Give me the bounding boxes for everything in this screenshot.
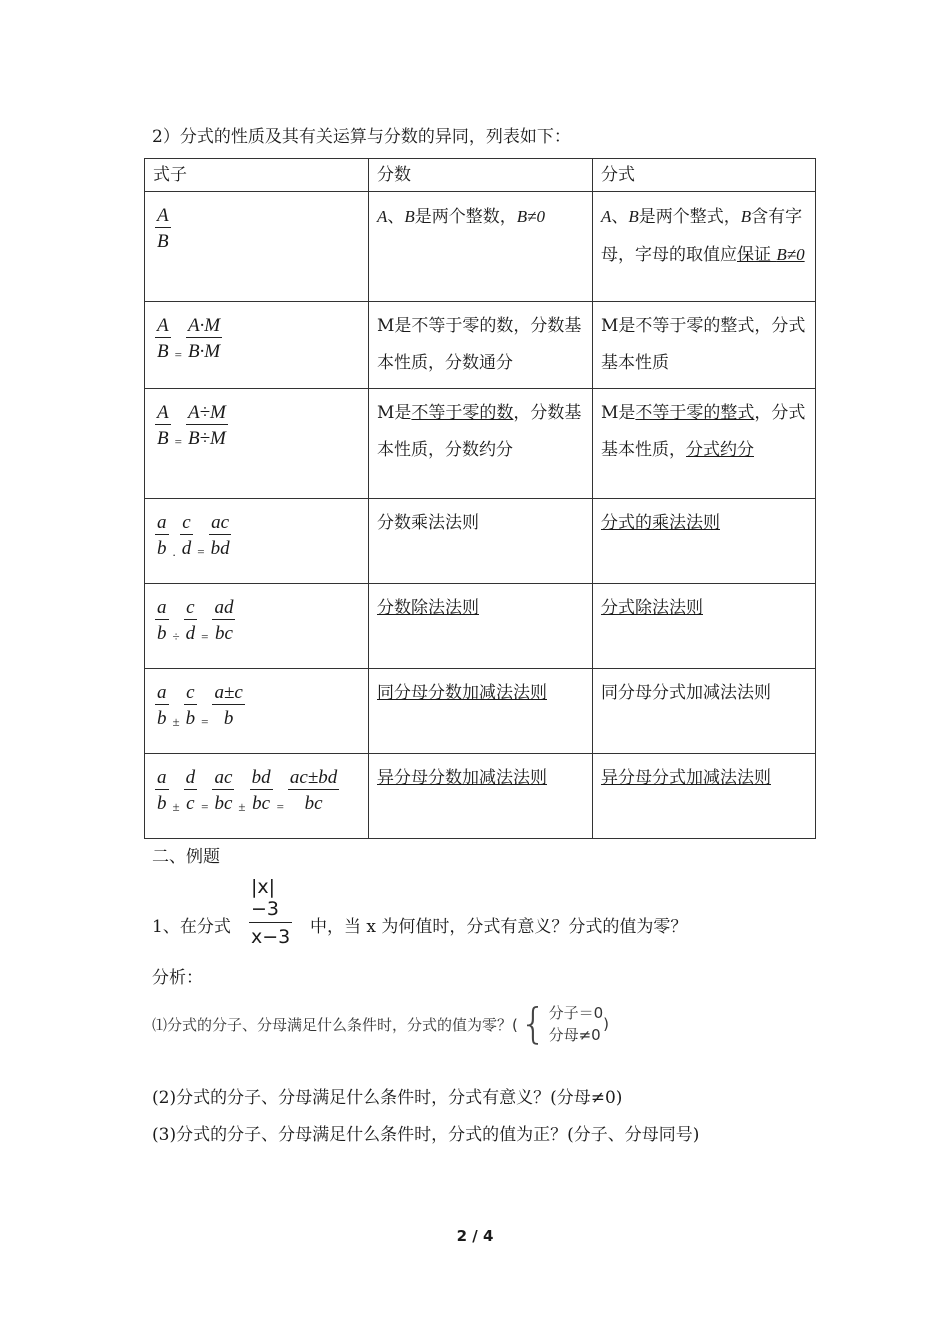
operator: ±	[238, 799, 246, 814]
fraction	[155, 683, 169, 728]
numerator: ad	[214, 597, 234, 618]
fraction-cell	[369, 302, 593, 389]
operator: =	[197, 544, 205, 559]
operator: =	[201, 714, 209, 729]
denominator: c	[186, 793, 195, 814]
fraction-cell	[369, 669, 593, 754]
denominator: B	[157, 231, 169, 252]
page-number: 2 / 4	[456, 1227, 494, 1245]
expression-cell	[145, 584, 369, 669]
analysis-point-2: (2)分式的分子、分母满足什么条件时，分式有意义？(分母≠0)	[152, 1088, 623, 1108]
header-fraction: 分数	[369, 159, 593, 192]
denominator: b	[157, 623, 167, 644]
numerator: ac	[214, 767, 233, 788]
numerator: A·M	[187, 315, 221, 336]
fraction	[249, 876, 292, 948]
underlined-text: 保证	[737, 245, 777, 265]
expression-cell	[145, 389, 369, 499]
denominator: b	[157, 708, 167, 729]
numerator: c	[182, 512, 191, 533]
numerator: A÷M	[187, 402, 226, 423]
underlined-text: 分式除法法则	[601, 598, 703, 618]
operator: ±	[172, 714, 180, 729]
numerator: a	[157, 682, 167, 703]
algebraic-cell	[593, 754, 816, 839]
intro-text: 2）分式的性质及其有关运算与分数的异同，列表如下：	[152, 127, 571, 147]
formula	[153, 513, 234, 558]
denominator: bd	[210, 538, 230, 559]
numerator: a	[157, 597, 167, 618]
cell-text: 是不等于零的数，分数基本性质，分数通分	[377, 316, 582, 373]
denominator: b	[223, 708, 234, 729]
var-b: B	[404, 207, 415, 226]
expression-cell	[145, 499, 369, 584]
fraction	[184, 598, 198, 643]
denominator: B	[157, 428, 169, 449]
formula	[153, 316, 224, 361]
underlined-text: 异分母分式加减法法则	[601, 768, 771, 788]
table-row	[145, 389, 816, 499]
numerator: A	[157, 315, 169, 336]
question-prefix: 1、在分式	[152, 917, 231, 937]
algebraic-cell	[593, 192, 816, 302]
numerator: a	[157, 767, 167, 788]
operator: ÷	[172, 629, 180, 644]
numerator: c	[186, 597, 195, 618]
fraction	[155, 768, 169, 813]
numerator: A	[157, 205, 169, 226]
closing-paren: )	[603, 1015, 609, 1033]
underlined-condition: B≠0	[776, 245, 805, 264]
operator: ±	[172, 799, 180, 814]
point-text: ⑴分式的分子、分母满足什么条件时，分式的值为零？(	[152, 1015, 518, 1034]
question-suffix: 中，当 x 为何值时，分式有意义？分式的值为零？	[310, 917, 688, 937]
expression-cell	[145, 669, 369, 754]
fraction	[212, 768, 234, 813]
fraction-cell	[369, 754, 593, 839]
comparison-table	[144, 158, 816, 839]
fraction-cell	[369, 192, 593, 302]
formula	[153, 598, 237, 643]
denominator: b	[157, 538, 167, 559]
numerator: c	[186, 682, 195, 703]
denominator: bc	[215, 623, 233, 644]
analysis-point-3: (3)分式的分子、分母满足什么条件时，分式的值为正？(分子、分母同号)	[152, 1125, 700, 1145]
cell-text: 是不等于零的整式，分式基本性质	[601, 316, 806, 373]
var-b: B	[740, 207, 752, 226]
fraction	[180, 513, 194, 558]
numerator: ac	[211, 512, 230, 533]
operator: =	[276, 799, 284, 814]
cell-text: 是	[618, 403, 636, 423]
denominator: bc	[214, 793, 233, 814]
underlined-text: 分式的乘法法则	[601, 513, 720, 533]
numerator: A	[157, 402, 169, 423]
condition-brace	[519, 999, 604, 1048]
cell-text: ，分式基本性质，	[601, 403, 806, 460]
fraction	[186, 316, 222, 361]
fraction	[250, 768, 273, 813]
fraction-cell	[369, 389, 593, 499]
numerator: a±c	[214, 682, 243, 703]
numerator: a	[157, 512, 167, 533]
table-row	[145, 302, 816, 389]
var-m: M	[601, 316, 619, 336]
operator: =	[174, 434, 182, 449]
algebraic-cell	[593, 389, 816, 499]
denominator: b	[185, 708, 196, 729]
table-row	[145, 499, 816, 584]
var-m: M	[377, 316, 395, 336]
fraction	[209, 513, 232, 558]
underlined-text: 异分母分数加减法法则	[377, 768, 547, 788]
cell-text: 是	[394, 403, 412, 423]
fraction	[155, 513, 169, 558]
denominator: d	[185, 623, 196, 644]
denominator: b	[157, 793, 167, 814]
table-header-row	[145, 159, 816, 192]
fraction	[212, 598, 235, 643]
separator: 、	[611, 207, 629, 227]
fraction	[155, 206, 171, 251]
numerator: bd	[251, 767, 271, 788]
var-m: M	[601, 403, 619, 423]
denominator: B÷M	[187, 428, 226, 449]
operator: =	[174, 347, 182, 362]
underlined-text: 同分母分数加减法法则	[377, 683, 547, 703]
underlined-text: 分式约分	[686, 440, 754, 460]
fraction	[186, 403, 228, 448]
formula	[153, 768, 341, 813]
algebraic-cell	[593, 499, 816, 584]
condition-line: 分子＝0	[548, 1004, 604, 1022]
fraction	[155, 403, 171, 448]
var-b: B	[628, 207, 639, 226]
operator: =	[201, 799, 209, 814]
fraction	[155, 598, 169, 643]
fraction-cell: 分数乘法法则	[369, 499, 593, 584]
denominator: d	[181, 538, 192, 559]
cell-text: ，分数基本性质，分数约分	[377, 403, 582, 460]
condition-line: 分母≠0	[548, 1026, 601, 1044]
var-a: A	[377, 207, 388, 226]
cell-text: 含有字母，字母的取值应	[601, 207, 803, 265]
fraction	[212, 683, 244, 728]
denominator: bc	[252, 793, 271, 814]
fraction	[184, 683, 198, 728]
var-a: A	[601, 207, 612, 226]
table-row	[145, 192, 816, 302]
underlined-text: 不等于零的数	[411, 403, 514, 423]
var-m: M	[377, 403, 395, 423]
denominator: B	[157, 341, 169, 362]
section-heading: 二、例题	[152, 847, 220, 867]
operator: =	[201, 629, 209, 644]
formula	[153, 403, 230, 448]
operator: .	[172, 544, 176, 559]
header-algebraic-fraction: 分式	[593, 159, 816, 192]
formula	[153, 206, 173, 251]
expression-cell	[145, 754, 369, 839]
header-expression: 式子	[145, 159, 369, 192]
cell-text: 是两个整式，	[638, 207, 741, 227]
fraction	[288, 768, 339, 813]
condition: B≠0	[516, 207, 545, 226]
formula	[153, 683, 247, 728]
table-row	[145, 584, 816, 669]
denominator: bc	[304, 793, 323, 814]
numerator: ac±bd	[289, 767, 338, 788]
analysis-label: 分析：	[152, 968, 203, 988]
expression-cell	[145, 302, 369, 389]
separator: 、	[387, 207, 405, 227]
condition-lines	[549, 1002, 604, 1046]
denominator: x−3	[251, 926, 291, 948]
table-row	[145, 754, 816, 839]
cell-text: 是两个整数，	[414, 207, 517, 227]
numerator: |x|−3	[249, 876, 292, 923]
algebraic-cell: 同分母分式加减法法则	[593, 669, 816, 754]
expression-cell	[145, 192, 369, 302]
denominator: B·M	[187, 341, 221, 362]
algebraic-cell	[593, 584, 816, 669]
underlined-text: 分数除法法则	[377, 598, 479, 618]
fraction	[155, 316, 171, 361]
analysis-point-1	[152, 999, 609, 1048]
numerator: d	[185, 767, 196, 788]
algebraic-cell	[593, 302, 816, 389]
table-row	[145, 669, 816, 754]
brace-icon: {	[519, 999, 547, 1048]
fraction-cell	[369, 584, 593, 669]
underlined-text: 不等于零的整式	[635, 403, 755, 423]
fraction	[184, 768, 198, 813]
